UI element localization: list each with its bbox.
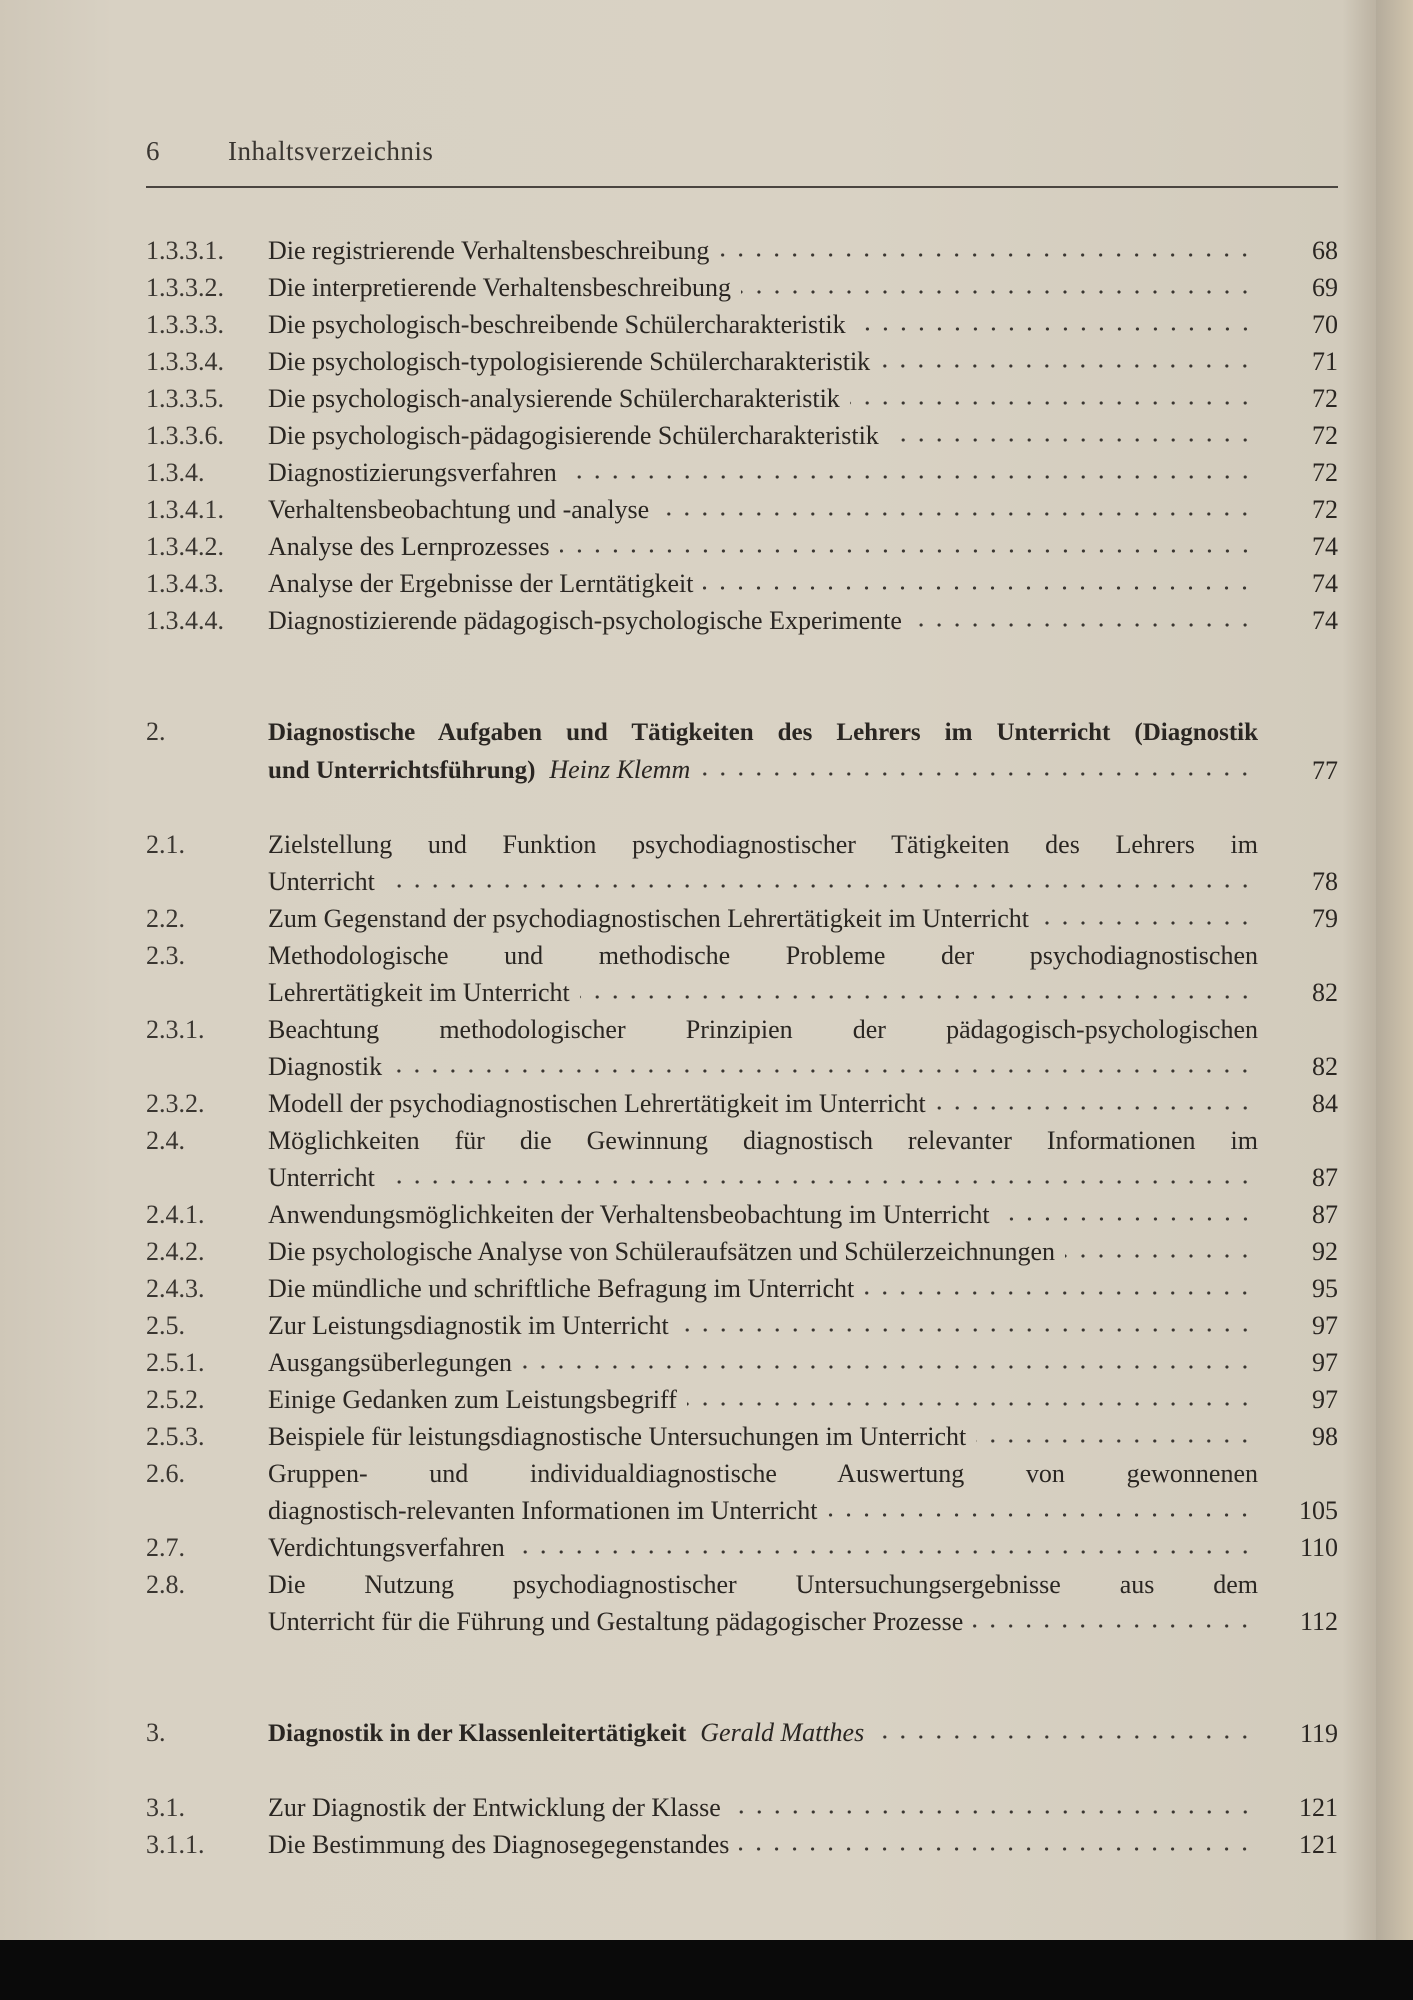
page-reference: 74 <box>1312 532 1338 561</box>
toc-entry <box>146 1789 1338 1826</box>
title-line <box>268 1492 1258 1529</box>
entry-title <box>268 1122 1258 1196</box>
title-text: Diagnostizierungsverfahren <box>268 458 557 487</box>
title-line <box>268 751 1258 789</box>
title-text: Analyse der Ergebnisse der Lerntätigkeit <box>268 569 694 598</box>
entry-number: 1.3.4. <box>146 458 205 487</box>
title-line <box>268 1159 1258 1196</box>
dot-leader <box>973 1622 1254 1630</box>
entry-title <box>268 713 1258 789</box>
page-reference: 110 <box>1299 1533 1338 1562</box>
entry-number: 2.3.2. <box>146 1089 205 1118</box>
title-text: Analyse des Lernprozesses <box>268 532 550 561</box>
dot-leader <box>679 1326 1254 1334</box>
entry-title <box>268 1233 1258 1270</box>
author-name: Gerald Matthes <box>700 1718 865 1747</box>
entry-title <box>268 343 1258 380</box>
toc-entry <box>146 1455 1338 1529</box>
title-line <box>268 826 1258 863</box>
title-text: Gruppen- und individualdiagnostische Auswertung von gewonnenen <box>268 1459 1258 1488</box>
toc-chapter <box>146 1714 1338 1752</box>
dot-leader <box>1065 1252 1254 1260</box>
page-reference: 72 <box>1312 458 1338 487</box>
page-reference: 87 <box>1312 1163 1338 1192</box>
page-reference: 68 <box>1312 236 1338 265</box>
title-text: Die registrierende Verhaltensbeschreibung <box>268 236 710 265</box>
page-reference: 82 <box>1312 1052 1338 1081</box>
entry-number: 2.7. <box>146 1533 185 1562</box>
toc-entry <box>146 528 1338 565</box>
entry-title <box>268 417 1258 454</box>
toc-entry <box>146 1566 1338 1640</box>
page-reference: 72 <box>1312 421 1338 450</box>
entry-number: 2.3. <box>146 941 185 970</box>
title-text: Möglichkeiten für die Gewinnung diagnostisch relevanter Informationen im <box>268 1126 1258 1155</box>
page-reference: 74 <box>1312 606 1338 635</box>
dot-leader <box>515 1548 1254 1556</box>
entry-number: 2.8. <box>146 1570 185 1599</box>
entry-number: 2.5.1. <box>146 1348 205 1377</box>
dot-leader <box>385 882 1254 890</box>
entry-number: 2.6. <box>146 1459 185 1488</box>
title-line <box>268 1344 1258 1381</box>
page-reference: 87 <box>1312 1200 1338 1229</box>
dot-leader <box>874 1733 1254 1741</box>
title-line <box>268 306 1258 343</box>
entry-number: 1.3.4.1. <box>146 495 224 524</box>
entry-title <box>268 1418 1258 1455</box>
entry-title <box>268 1789 1258 1826</box>
title-text: Anwendungsmöglichkeiten der Verhaltensbeobachtung im Unterricht <box>268 1200 990 1229</box>
title-text: Diagnostizierende pädagogisch-psychologische Experimente <box>268 606 902 635</box>
title-line <box>268 1455 1258 1492</box>
entry-title <box>268 454 1258 491</box>
dot-leader <box>700 770 1254 778</box>
title-text: Lehrertätigkeit im Unterricht <box>268 978 570 1007</box>
entry-number: 1.3.4.4. <box>146 606 224 635</box>
entry-title <box>268 565 1258 602</box>
entry-title <box>268 1714 1258 1752</box>
author-name: Heinz Klemm <box>549 755 691 784</box>
title-line <box>268 1085 1258 1122</box>
entry-title <box>268 937 1258 1011</box>
entry-number: 2.4.2. <box>146 1237 205 1266</box>
title-text: Die Bestimmung des Diagnosegegenstandes <box>268 1830 730 1859</box>
dot-leader <box>719 251 1254 259</box>
dot-leader <box>864 1289 1254 1297</box>
title-line <box>268 1233 1258 1270</box>
scan-border <box>0 1940 1413 2000</box>
toc-entry <box>146 826 1338 900</box>
title-text: Beachtung methodologischer Prinzipien der pädagogisch-psychologischen <box>268 1015 1258 1044</box>
title-line <box>268 1789 1258 1826</box>
entry-title <box>268 1344 1258 1381</box>
page-reference: 97 <box>1312 1311 1338 1340</box>
title-text: Die psychologisch-analysierende Schülercharakteristik <box>268 384 840 413</box>
toc-entry <box>146 1418 1338 1455</box>
title-text: Unterricht für die Führung und Gestaltung pädagogischer Prozesse <box>268 1607 964 1636</box>
title-text: Zielstellung und Funktion psychodiagnostischer Tätigkeiten des Lehrers im <box>268 830 1258 859</box>
toc-entry <box>146 1011 1338 1085</box>
page-reference: 121 <box>1299 1830 1338 1859</box>
page-reference: 70 <box>1312 310 1338 339</box>
title-text: Verdichtungsverfahren <box>268 1533 505 1562</box>
entry-number: 1.3.3.4. <box>146 347 224 376</box>
title-text: Unterricht <box>268 867 375 896</box>
title-text: Zur Leistungsdiagnostik im Unterricht <box>268 1311 669 1340</box>
toc-entry <box>146 1826 1338 1863</box>
page-reference: 77 <box>1312 756 1338 785</box>
title-line <box>268 269 1258 306</box>
title-line <box>268 1566 1258 1603</box>
entry-title <box>268 491 1258 528</box>
title-text: Die mündliche und schriftliche Befragung im Unterricht <box>268 1274 855 1303</box>
title-line <box>268 900 1258 937</box>
entry-title <box>268 602 1258 639</box>
entry-title <box>268 528 1258 565</box>
running-header <box>146 136 433 167</box>
dot-leader <box>731 1808 1254 1816</box>
entry-number: 1.3.3.6. <box>146 421 224 450</box>
title-text: Diagnostische Aufgaben und Tätigkeiten des Lehrers im Unterricht (Diagnostik <box>268 719 1258 746</box>
toc-entry <box>146 232 1338 269</box>
title-line <box>268 343 1258 380</box>
page-reference: 78 <box>1312 867 1338 896</box>
dot-leader <box>580 993 1254 1001</box>
title-line <box>268 863 1258 900</box>
page-reference: 72 <box>1312 495 1338 524</box>
page-reference: 79 <box>1312 904 1338 933</box>
toc-entry <box>146 1344 1338 1381</box>
title-line <box>268 1196 1258 1233</box>
title-line <box>268 1048 1258 1085</box>
toc-chapter <box>146 713 1338 789</box>
entry-number: 2.5. <box>146 1311 185 1340</box>
entry-title <box>268 1381 1258 1418</box>
toc-entry <box>146 491 1338 528</box>
title-line <box>268 565 1258 602</box>
title-line <box>268 602 1258 639</box>
entry-number: 2.5.3. <box>146 1422 205 1451</box>
title-line <box>268 1714 1258 1752</box>
dot-leader <box>385 1178 1254 1186</box>
toc-entry <box>146 1307 1338 1344</box>
entry-title <box>268 1529 1258 1566</box>
title-text: Methodologische und methodische Probleme der psychodiagnostischen <box>268 941 1258 970</box>
dot-leader <box>560 547 1254 555</box>
dot-leader <box>936 1104 1254 1112</box>
page-reference: 84 <box>1312 1089 1338 1118</box>
entry-title <box>268 1196 1258 1233</box>
title-text: Zur Diagnostik der Entwicklung der Klasse <box>268 1793 721 1822</box>
entry-title <box>268 380 1258 417</box>
toc-entry <box>146 900 1338 937</box>
entry-number: 1.3.3.2. <box>146 273 224 302</box>
dot-leader <box>392 1067 1254 1075</box>
title-line <box>268 1826 1258 1863</box>
title-text: diagnostisch-relevanten Informationen im Unterricht <box>268 1496 818 1525</box>
entry-number: 2.2. <box>146 904 185 933</box>
entry-number: 3. <box>146 1718 166 1747</box>
dot-leader <box>912 621 1254 629</box>
page-reference: 105 <box>1299 1496 1338 1525</box>
entry-number: 1.3.4.3. <box>146 569 224 598</box>
entry-title <box>268 826 1258 900</box>
page-reference: 82 <box>1312 978 1338 1007</box>
entry-title <box>268 900 1258 937</box>
page-reference: 97 <box>1312 1385 1338 1414</box>
toc-entry <box>146 343 1338 380</box>
dot-leader <box>880 362 1254 370</box>
entry-title <box>268 306 1258 343</box>
title-line <box>268 1122 1258 1159</box>
entry-number: 1.3.4.2. <box>146 532 224 561</box>
dot-leader <box>850 399 1254 407</box>
entry-title <box>268 269 1258 306</box>
entry-number: 2.4.3. <box>146 1274 205 1303</box>
title-line <box>268 491 1258 528</box>
title-line <box>268 380 1258 417</box>
toc-entry <box>146 1381 1338 1418</box>
title-line <box>268 1011 1258 1048</box>
title-line <box>268 1418 1258 1455</box>
title-line <box>268 1529 1258 1566</box>
page-reference: 72 <box>1312 384 1338 413</box>
title-text: Zum Gegenstand der psychodiagnostischen Lehrertätigkeit im Unterricht <box>268 904 1029 933</box>
title-text: Einige Gedanken zum Leistungsbegriff <box>268 1385 677 1414</box>
toc-entry <box>146 565 1338 602</box>
table-of-contents <box>146 232 1338 1863</box>
page-reference: 95 <box>1312 1274 1338 1303</box>
entry-number: 2.4.1. <box>146 1200 205 1229</box>
toc-entry <box>146 269 1338 306</box>
entry-number: 3.1. <box>146 1793 185 1822</box>
running-title: Inhaltsverzeichnis <box>228 136 434 166</box>
title-text: Modell der psychodiagnostischen Lehrertätigkeit im Unterricht <box>268 1089 926 1118</box>
toc-entry <box>146 380 1338 417</box>
page-number: 6 <box>146 136 160 166</box>
title-line <box>268 528 1258 565</box>
toc-entry <box>146 1233 1338 1270</box>
entry-title <box>268 1307 1258 1344</box>
page-reference: 119 <box>1299 1719 1338 1748</box>
title-text: Ausgangsüberlegungen <box>268 1348 513 1377</box>
entry-title <box>268 1085 1258 1122</box>
page-reference: 121 <box>1299 1793 1338 1822</box>
page-reference: 69 <box>1312 273 1338 302</box>
dot-leader <box>1000 1215 1254 1223</box>
title-text: Diagnostik in der Klassenleitertätigkeit <box>268 1720 687 1747</box>
title-line <box>268 1603 1258 1640</box>
toc-entry <box>146 454 1338 491</box>
header-rule <box>146 186 1338 188</box>
entry-number: 2.5.2. <box>146 1385 205 1414</box>
entry-number: 1.3.3.3. <box>146 310 224 339</box>
entry-title <box>268 1011 1258 1085</box>
title-text: Beispiele für leistungsdiagnostische Untersuchungen im Unterricht <box>268 1422 967 1451</box>
dot-leader <box>567 473 1254 481</box>
entry-number: 1.3.3.5. <box>146 384 224 413</box>
title-line <box>268 454 1258 491</box>
title-text: Verhaltensbeobachtung und -analyse <box>268 495 650 524</box>
entry-title <box>268 1270 1258 1307</box>
dot-leader <box>687 1400 1254 1408</box>
page-reference: 97 <box>1312 1348 1338 1377</box>
title-line <box>268 1307 1258 1344</box>
dot-leader <box>856 325 1254 333</box>
entry-number: 2.3.1. <box>146 1015 205 1044</box>
entry-number: 3.1.1. <box>146 1830 205 1859</box>
entry-number: 2.4. <box>146 1126 185 1155</box>
dot-leader <box>827 1511 1254 1519</box>
title-text: Die psychologische Analyse von Schüleraufsätzen und Schülerzeichnungen <box>268 1237 1055 1266</box>
title-text: Die Nutzung psychodiagnostischer Untersuchungsergebnisse aus dem <box>268 1570 1258 1599</box>
dot-leader <box>976 1437 1254 1445</box>
toc-entry <box>146 1085 1338 1122</box>
title-line <box>268 974 1258 1011</box>
entry-title <box>268 1826 1258 1863</box>
entry-title <box>268 1455 1258 1529</box>
toc-entry <box>146 1196 1338 1233</box>
page-reference: 98 <box>1312 1422 1338 1451</box>
title-text: Die interpretierende Verhaltensbeschreibung <box>268 273 731 302</box>
title-line <box>268 232 1258 269</box>
title-line <box>268 417 1258 454</box>
page-reference: 112 <box>1299 1607 1338 1636</box>
entry-number: 2.1. <box>146 830 185 859</box>
dot-leader <box>659 510 1254 518</box>
title-line <box>268 713 1258 751</box>
page-reference: 71 <box>1312 347 1338 376</box>
title-text: Die psychologisch-typologisierende Schülercharakteristik <box>268 347 871 376</box>
entry-title <box>268 232 1258 269</box>
dot-leader <box>889 436 1254 444</box>
title-line <box>268 937 1258 974</box>
toc-entry <box>146 937 1338 1011</box>
dot-leader <box>703 584 1254 592</box>
page-reference: 92 <box>1312 1237 1338 1266</box>
title-text: Die psychologisch-beschreibende Schülercharakteristik <box>268 310 846 339</box>
toc-entry <box>146 1122 1338 1196</box>
toc-entry <box>146 417 1338 454</box>
dot-leader <box>522 1363 1254 1371</box>
dot-leader <box>741 288 1254 296</box>
title-line <box>268 1381 1258 1418</box>
title-text: Unterricht <box>268 1163 375 1192</box>
next-page-edge <box>1376 0 1413 1940</box>
title-line <box>268 1270 1258 1307</box>
entry-title <box>268 1566 1258 1640</box>
page-reference: 74 <box>1312 569 1338 598</box>
title-text: Diagnostik <box>268 1052 383 1081</box>
dot-leader <box>1039 919 1254 927</box>
title-text: und Unterrichtsführung) <box>268 757 536 784</box>
toc-entry <box>146 602 1338 639</box>
toc-entry <box>146 1529 1338 1566</box>
title-text: Die psychologisch-pädagogisierende Schülercharakteristik <box>268 421 879 450</box>
toc-entry <box>146 1270 1338 1307</box>
entry-number: 1.3.3.1. <box>146 236 224 265</box>
entry-number: 2. <box>146 717 166 746</box>
toc-entry <box>146 306 1338 343</box>
dot-leader <box>739 1845 1254 1853</box>
